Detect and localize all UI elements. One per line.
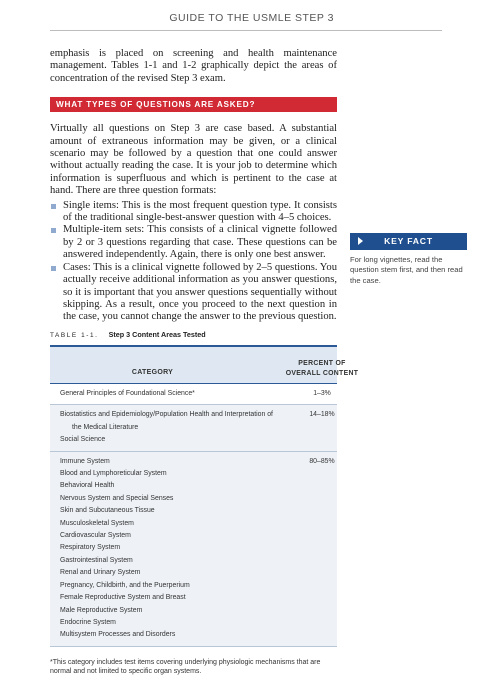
- percent-value: 80–85%: [309, 457, 335, 465]
- category-text: Endocrine System: [60, 618, 116, 626]
- table-footnote: *This category includes test items covering underlying physiologic mechanisms that are normal and not limited to specific organ systems.: [50, 658, 321, 676]
- table-header-row: [50, 347, 359, 383]
- key-fact-text: For long vignettes, read the question stem first, and then read the case.: [350, 255, 463, 285]
- category-text: Pregnancy, Childbirth, and the Puerperium: [60, 581, 190, 589]
- category-text: Blood and Lymphoreticular System: [60, 470, 167, 478]
- percent-value: 14–18%: [309, 411, 335, 419]
- table-caption: [50, 330, 337, 343]
- square-bullet-icon: [51, 204, 56, 209]
- category-text: Respiratory System: [60, 544, 121, 552]
- square-bullet-icon: [51, 228, 56, 233]
- category-text: Behavioral Health: [60, 482, 115, 490]
- list-item: [50, 224, 337, 261]
- key-fact-box: [350, 233, 467, 286]
- category-text: Gastrointestinal System: [60, 556, 133, 564]
- percent-value: 1–3%: [313, 390, 331, 397]
- table-title: Step 3 Content Areas Tested: [108, 330, 206, 339]
- square-bullet-icon: [51, 266, 56, 271]
- pointer-arrow-icon: [358, 237, 363, 245]
- category-text: the Medical Literature: [72, 423, 139, 431]
- column-header-percent-line1: PERCENT OF: [298, 360, 346, 367]
- column-header-percent-line2: OVERALL CONTENT: [285, 370, 359, 377]
- category-text: General Principles of Foundational Science*: [60, 390, 195, 397]
- table-body: [50, 384, 337, 647]
- category-text: Social Science: [60, 436, 106, 444]
- main-column: [50, 48, 337, 324]
- list-item-text: Multiple-item sets: This consists of a clinical vignette followed by 2 or 3 questions regarding that case. These questions can be answered independently. Again, there is only one best answer.: [63, 224, 337, 261]
- category-text: Nervous System and Special Senses: [60, 494, 174, 502]
- key-fact-title: KEY FACT: [384, 236, 433, 246]
- section-heading: WHAT TYPES OF QUESTIONS ARE ASKED?: [50, 97, 337, 112]
- content-table: [50, 330, 359, 684]
- list-item: [50, 200, 337, 225]
- column-header-category: CATEGORY: [131, 369, 174, 376]
- table-row: [50, 452, 337, 646]
- category-text: Musculoskeletal System: [60, 519, 134, 527]
- category-text: Renal and Urinary System: [60, 569, 141, 577]
- table-label: TABLE 1-1.: [50, 332, 99, 339]
- key-fact-header: [350, 233, 467, 250]
- category-text: Cardiovascular System: [60, 532, 131, 540]
- row-separator: [50, 646, 337, 647]
- column-header-percent: [285, 359, 359, 379]
- intro-paragraph: emphasis is placed on screening and health maintenance management. Tables 1-1 and 1-2 graphically depict the areas of concentration of the revised Step 3 exam.: [50, 48, 337, 84]
- category-text: Biostatistics and Epidemiology/Population Health and Interpretation of: [60, 411, 273, 419]
- list-item-text: Cases: This is a clinical vignette followed by 2–5 questions. You actually receive additional information as you answer questions, so it is important that you answer questions sequentially without skipping. As a result, once you proceed to the next question in the case, you cannot change the answer to the previous question.: [63, 261, 337, 323]
- running-header: GUIDE TO THE USMLE STEP 3: [169, 12, 334, 24]
- table-row: [50, 405, 337, 450]
- category-text: Multisystem Processes and Disorders: [60, 631, 176, 639]
- category-text: Immune System: [60, 457, 110, 465]
- section-paragraph: Virtually all questions on Step 3 are case based. A substantial amount of extraneous information may be given, or a clinical scenario may be followed by a question that one could answer without actually reading the case. It is your job to determine which information is superfluous and which is pertinent to the case at hand. There are three question formats:: [50, 123, 337, 197]
- category-text: Female Reproductive System and Breast: [60, 594, 186, 602]
- category-text: Skin and Subcutaneous Tissue: [60, 507, 155, 515]
- list-item-text: Single items: This is the most frequent question type. It consists of the traditional single-best-answer question with 4–5 choices.: [63, 199, 337, 224]
- list-item: [50, 262, 337, 324]
- header-rule: [50, 30, 442, 31]
- question-format-list: [50, 200, 337, 324]
- category-text: Male Reproductive System: [60, 606, 143, 614]
- table-row: [50, 384, 337, 404]
